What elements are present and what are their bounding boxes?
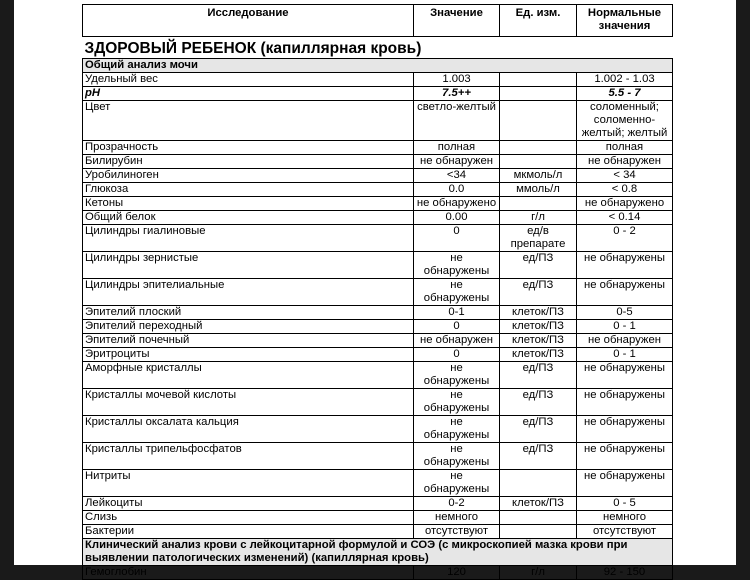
cell-unit — [500, 197, 577, 211]
cell-unit: клеток/ПЗ — [500, 320, 577, 334]
table-row — [83, 197, 673, 211]
cell-unit: ед/ПЗ — [500, 279, 577, 306]
cell-norm: немного — [577, 511, 673, 525]
cell-unit: клеток/ПЗ — [500, 306, 577, 320]
table-row — [83, 525, 673, 539]
cell-norm: 92 - 150 — [577, 566, 673, 580]
table-row — [83, 87, 673, 101]
cell-value: не обнаружен — [414, 334, 500, 348]
cell-value: 120 — [414, 566, 500, 580]
cell-value: не обнаружены — [414, 470, 500, 497]
cell-value: полная — [414, 141, 500, 155]
cell-test: Кристаллы мочевой кислоты — [83, 389, 414, 416]
table-row — [83, 511, 673, 525]
cell-norm: 0 - 2 — [577, 225, 673, 252]
table-row — [83, 252, 673, 279]
cell-norm: не обнаружены — [577, 389, 673, 416]
group-urine-row — [83, 59, 673, 73]
cell-unit: ммоль/л — [500, 183, 577, 197]
cell-value: 0.00 — [414, 211, 500, 225]
cell-value: 0-1 — [414, 306, 500, 320]
cell-test: Прозрачность — [83, 141, 414, 155]
cell-norm: < 34 — [577, 169, 673, 183]
group-title-urine: Общий анализ мочи — [83, 59, 673, 73]
cell-unit — [500, 87, 577, 101]
cell-test: Кристаллы трипельфосфатов — [83, 443, 414, 470]
cell-unit: клеток/ПЗ — [500, 334, 577, 348]
cell-test: Нитриты — [83, 470, 414, 497]
cell-test: Удельный вес — [83, 73, 414, 87]
cell-value: не обнаружены — [414, 443, 500, 470]
section-title: ЗДОРОВЫЙ РЕБЕНОК (капиллярная кровь) — [83, 37, 673, 59]
cell-value: 0 — [414, 320, 500, 334]
cell-norm: отсутствуют — [577, 525, 673, 539]
cell-unit — [500, 511, 577, 525]
cell-norm: 0 - 5 — [577, 497, 673, 511]
table-row — [83, 348, 673, 362]
table-row — [83, 101, 673, 141]
cell-test: Цилиндры эпителиальные — [83, 279, 414, 306]
cell-norm: полная — [577, 141, 673, 155]
cell-value: светло-желтый — [414, 101, 500, 141]
cell-norm: не обнаружен — [577, 334, 673, 348]
cell-test: Билирубин — [83, 155, 414, 169]
cell-value: не обнаружены — [414, 389, 500, 416]
cell-test: Уробилиноген — [83, 169, 414, 183]
cell-test: Эпителий переходный — [83, 320, 414, 334]
cell-value: не обнаружены — [414, 416, 500, 443]
group-title-blood: Клинический анализ крови с лейкоцитарной формулой и СОЭ (с микроскопией мазка крови при выявлении патологических изменений) (капиллярная кровь) — [83, 539, 673, 566]
cell-norm: не обнаружены — [577, 362, 673, 389]
cell-norm: не обнаружены — [577, 279, 673, 306]
table-row — [83, 73, 673, 87]
cell-norm: не обнаружен — [577, 155, 673, 169]
cell-unit — [500, 525, 577, 539]
cell-test: Цвет — [83, 101, 414, 141]
table-row — [83, 497, 673, 511]
cell-test: Лейкоциты — [83, 497, 414, 511]
cell-norm: не обнаружены — [577, 416, 673, 443]
cell-test: Кристаллы оксалата кальция — [83, 416, 414, 443]
table-row — [83, 443, 673, 470]
cell-unit: клеток/ПЗ — [500, 348, 577, 362]
section-title-row — [83, 37, 673, 59]
cell-norm: 0 - 1 — [577, 320, 673, 334]
cell-unit: ед/ПЗ — [500, 362, 577, 389]
cell-value: 1.003 — [414, 73, 500, 87]
cell-value: <34 — [414, 169, 500, 183]
table-row — [83, 566, 673, 580]
cell-value: не обнаружены — [414, 362, 500, 389]
cell-test: Эпителий плоский — [83, 306, 414, 320]
table-row — [83, 183, 673, 197]
cell-test: Глюкоза — [83, 183, 414, 197]
cell-test: Цилиндры зернистые — [83, 252, 414, 279]
cell-norm: соломенный; соломенно-желтый; желтый — [577, 101, 673, 141]
cell-norm: 0-5 — [577, 306, 673, 320]
cell-unit: мкмоль/л — [500, 169, 577, 183]
cell-unit — [500, 155, 577, 169]
cell-norm: не обнаружены — [577, 470, 673, 497]
cell-unit: г/л — [500, 566, 577, 580]
table-row — [83, 470, 673, 497]
cell-test: Слизь — [83, 511, 414, 525]
cell-unit: ед/в препарате — [500, 225, 577, 252]
cell-test: Цилиндры гиалиновые — [83, 225, 414, 252]
cell-value: 0.0 — [414, 183, 500, 197]
cell-unit: клеток/ПЗ — [500, 497, 577, 511]
cell-value: отсутствуют — [414, 525, 500, 539]
cell-test: pH — [83, 87, 414, 101]
table-header-row — [83, 5, 673, 37]
cell-unit: ед/ПЗ — [500, 416, 577, 443]
document-page — [14, 0, 736, 578]
cell-test: Эпителий почечный — [83, 334, 414, 348]
table-row — [83, 225, 673, 252]
table-row — [83, 306, 673, 320]
cell-value: не обнаружены — [414, 252, 500, 279]
cell-test: Кетоны — [83, 197, 414, 211]
cell-unit — [500, 141, 577, 155]
cell-test: Бактерии — [83, 525, 414, 539]
cell-norm: не обнаружены — [577, 252, 673, 279]
cell-value: не обнаружен — [414, 155, 500, 169]
cell-norm: не обнаружены — [577, 443, 673, 470]
cell-unit: ед/ПЗ — [500, 443, 577, 470]
cell-value: 0 — [414, 225, 500, 252]
cell-test: Общий белок — [83, 211, 414, 225]
cell-value: не обнаружены — [414, 279, 500, 306]
cell-value: 0 — [414, 348, 500, 362]
cell-unit: г/л — [500, 211, 577, 225]
cell-value: 7.5++ — [414, 87, 500, 101]
header-value: Значение — [414, 5, 500, 37]
cell-norm: 0 - 1 — [577, 348, 673, 362]
cell-norm: < 0.14 — [577, 211, 673, 225]
group-blood-row — [83, 539, 673, 566]
cell-norm: < 0.8 — [577, 183, 673, 197]
cell-norm: 1.002 - 1.03 — [577, 73, 673, 87]
table-row — [83, 155, 673, 169]
table-row — [83, 279, 673, 306]
table-row — [83, 320, 673, 334]
cell-test: Гемоглобин — [83, 566, 414, 580]
cell-test: Эритроциты — [83, 348, 414, 362]
header-norm: Нормальные значения — [577, 5, 673, 37]
header-test: Исследование — [83, 5, 414, 37]
cell-norm: 5.5 - 7 — [577, 87, 673, 101]
table-row — [83, 416, 673, 443]
table-row — [83, 362, 673, 389]
table-row — [83, 141, 673, 155]
cell-unit: ед/ПЗ — [500, 389, 577, 416]
table-row — [83, 389, 673, 416]
table-row — [83, 334, 673, 348]
table-row — [83, 169, 673, 183]
cell-value: немного — [414, 511, 500, 525]
header-unit: Ед. изм. — [500, 5, 577, 37]
cell-unit — [500, 101, 577, 141]
cell-value: 0-2 — [414, 497, 500, 511]
cell-value: не обнаружено — [414, 197, 500, 211]
lab-results-table — [82, 4, 673, 580]
cell-unit — [500, 470, 577, 497]
cell-norm: не обнаружено — [577, 197, 673, 211]
table-row — [83, 211, 673, 225]
cell-unit: ед/ПЗ — [500, 252, 577, 279]
cell-test: Аморфные кристаллы — [83, 362, 414, 389]
cell-unit — [500, 73, 577, 87]
